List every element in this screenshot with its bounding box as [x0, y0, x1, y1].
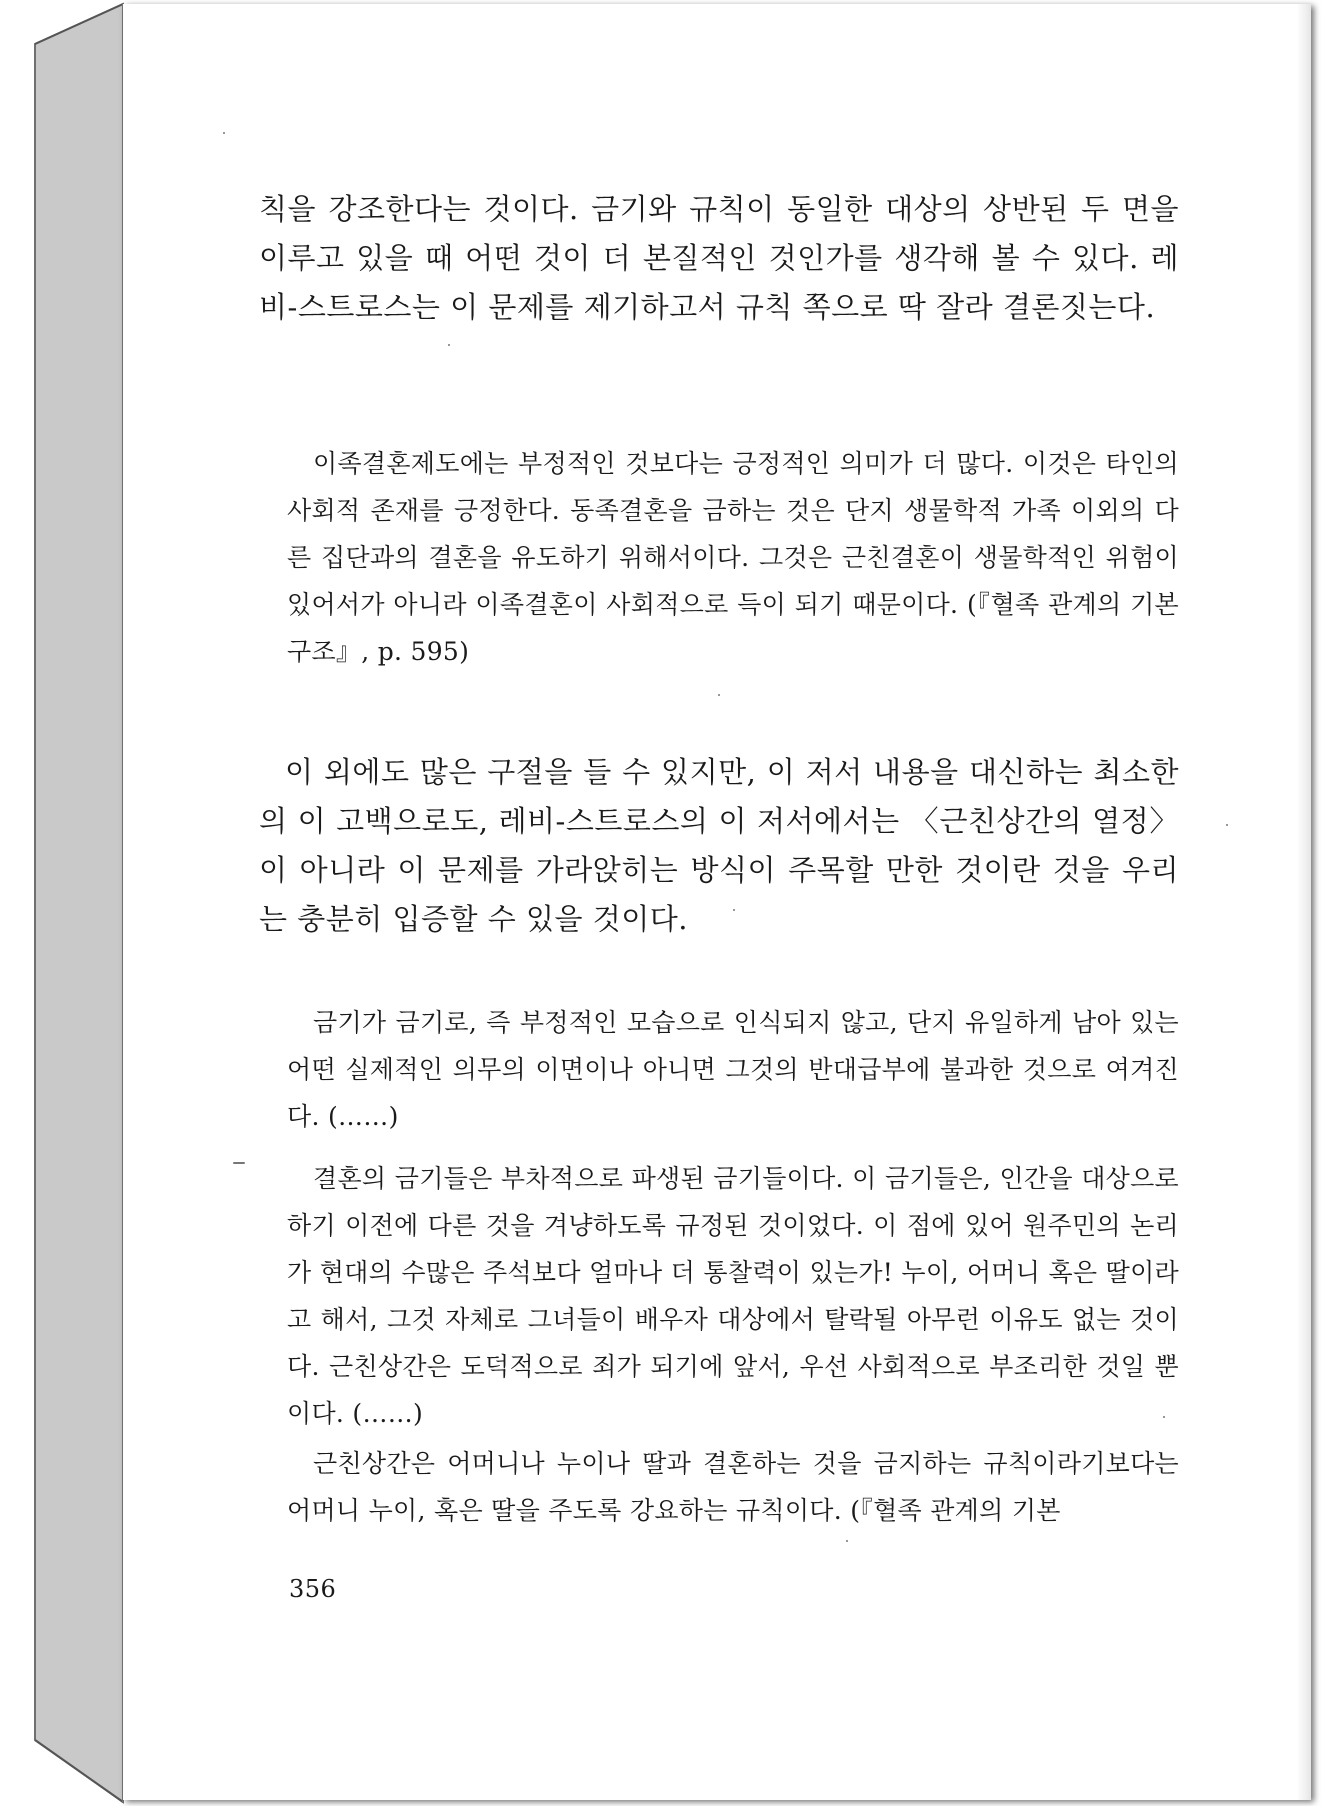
quote-paragraph-4: 근친상간은 어머니나 누이나 딸과 결혼하는 것을 금지하는 규칙이라기보다는 어머니 누이, 혹은 딸을 주도록 강요하는 규칙이다. (『혈족 관계의 기본	[287, 1449, 1179, 1525]
scan-speck	[718, 694, 720, 696]
scan-speck	[233, 1162, 245, 1164]
page-edge-shadow	[1297, 4, 1311, 1800]
quote-paragraph-1: 이족결혼제도에는 부정적인 것보다는 긍정적인 의미가 더 많다. 이것은 타인의 사회적 존재를 긍정한다. 동족결혼을 금하는 것은 단지 생물학적 가족 이외의 다른 집단과의 결혼을 유도하기 위해서이다. 그것은 근친결혼이 생물학적인 위험이 있어서가 아니라 이족결혼이 사회적으로 득이 되기 때문이다. (『혈족 관계의 기본구조』, p. 595)	[287, 449, 1179, 666]
scan-speck	[846, 1540, 848, 1542]
body-paragraph-2: 이 외에도 많은 구절을 들 수 있지만, 이 저서 내용을 대신하는 최소한의 이 고백으로도, 레비-스트로스의 이 저서에서는 〈근친상간의 열정〉이 아니라 이 문제를 가라앉히는 방식이 주목할 만한 것이란 것을 우리는 충분히 입증할 수 있을 것이다.	[259, 755, 1179, 936]
scan-speck	[733, 909, 735, 911]
book-page	[123, 4, 1311, 1800]
scan-speck	[448, 344, 450, 346]
scan-speck	[223, 132, 225, 134]
scan-speck	[1226, 824, 1228, 826]
scan-speck	[1163, 1416, 1165, 1418]
body-paragraph-1: 칙을 강조한다는 것이다. 금기와 규칙이 동일한 대상의 상반된 두 면을 이루고 있을 때 어떤 것이 더 본질적인 것인가를 생각해 볼 수 있다. 레비-스트로스는 이 문제를 제기하고서 규칙 쪽으로 딱 잘라 결론짓는다.	[259, 192, 1179, 324]
quote-paragraph-3: 결혼의 금기들은 부차적으로 파생된 금기들이다. 이 금기들은, 인간을 대상으로 하기 이전에 다른 것을 겨냥하도록 규정된 것이었다. 이 점에 있어 원주민의 논리가 현대의 수많은 주석보다 얼마나 더 통찰력이 있는가! 누이, 어머니 혹은 딸이라고 해서, 그것 자체로 그녀들이 배우자 대상에서 탈락될 아무런 이유도 없는 것이다. 근친상간은 도덕적으로 죄가 되기에 앞서, 우선 사회적으로 부조리한 것일 뿐이다. (……)	[287, 1164, 1179, 1428]
quote-paragraph-2: 금기가 금기로, 즉 부정적인 모습으로 인식되지 않고, 단지 유일하게 남아 있는 어떤 실제적인 의무의 이면이나 아니면 그것의 반대급부에 불과한 것으로 여겨진다. (……)	[287, 1008, 1179, 1131]
page-number: 356	[289, 1575, 337, 1603]
